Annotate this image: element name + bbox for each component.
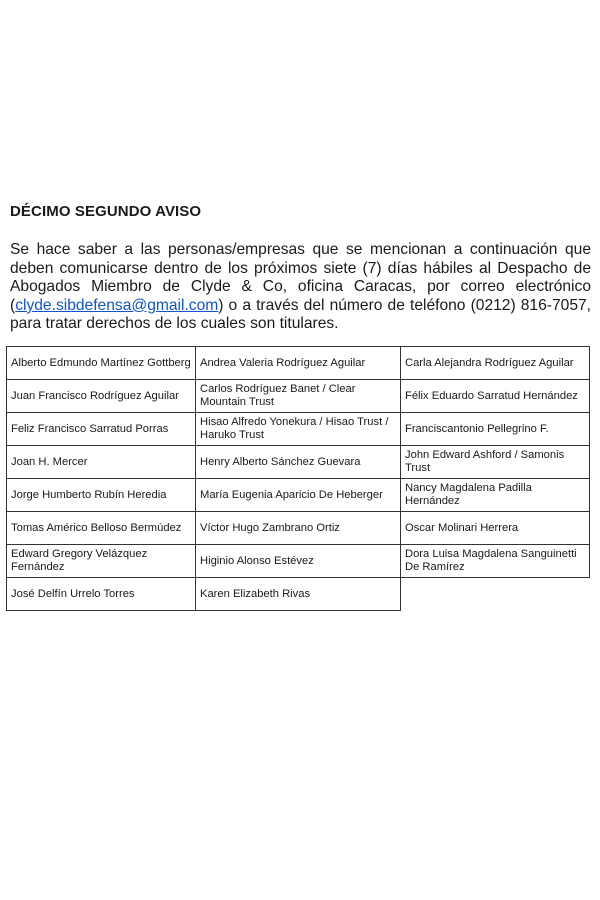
- table-cell: Nancy Magdalena Padilla Hernández: [401, 479, 590, 512]
- table-row: [7, 479, 590, 512]
- table-cell: Feliz Francisco Sarratud Porras: [7, 413, 196, 446]
- table-cell: María Eugenia Aparicio De Heberger: [196, 479, 401, 512]
- notice-body-before: Se hace saber a las personas/empresas que se mencionan a continuación que deben comunicarse dentro de los próximos siete (7) días hábiles al Despacho de Abogados Miembro de Clyde & Co, oficina Caracas, por correo electrónico (: [10, 241, 591, 314]
- notice-body-after: ) o a través del número de teléfono (0212) 816-7057, para tratar derechos de los cuales son titulares.: [10, 296, 591, 333]
- table-cell: Víctor Hugo Zambrano Ortiz: [196, 512, 401, 545]
- table-row: [7, 512, 590, 545]
- table-cell: Félix Eduardo Sarratud Hernández: [401, 380, 590, 413]
- table-cell: John Edward Ashford / Samonis Trust: [401, 446, 590, 479]
- table-cell: Franciscantonio Pellegrino F.: [401, 413, 590, 446]
- table-cell: Higinio Alonso Estévez: [196, 545, 401, 578]
- table-cell: Joan H. Mercer: [7, 446, 196, 479]
- table-cell: Edward Gregory Velázquez Fernández: [7, 545, 196, 578]
- notice: [10, 203, 591, 334]
- table-cell: Andrea Valeria Rodríguez Aguilar: [196, 347, 401, 380]
- table-cell: Juan Francisco Rodríguez Aguilar: [7, 380, 196, 413]
- table-row: [7, 380, 590, 413]
- table-row: [7, 545, 590, 578]
- table-cell: Dora Luisa Magdalena Sanguinetti De Ramírez: [401, 545, 590, 578]
- names-table: [6, 346, 590, 611]
- notice-title: DÉCIMO SEGUNDO AVISO: [10, 203, 202, 220]
- table-cell: Oscar Molinari Herrera: [401, 512, 590, 545]
- table-cell: Jorge Humberto Rubín Heredia: [7, 479, 196, 512]
- table-cell: Karen Elizabeth Rivas: [196, 578, 401, 611]
- table-cell: Tomas Américo Belloso Bermúdez: [7, 512, 196, 545]
- table-row: [7, 347, 590, 380]
- table-cell-empty: [401, 578, 590, 611]
- table-cell: Alberto Edmundo Martínez Gottberg: [7, 347, 196, 380]
- table-row: [7, 578, 590, 611]
- table-row: [7, 446, 590, 479]
- table-row: [7, 413, 590, 446]
- table-cell: Henry Alberto Sánchez Guevara: [196, 446, 401, 479]
- table-cell: Carlos Rodríguez Banet / Clear Mountain Trust: [196, 380, 401, 413]
- table-cell: Carla Alejandra Rodríguez Aguilar: [401, 347, 590, 380]
- notice-body: [10, 241, 591, 334]
- table-cell: José Delfín Urrelo Torres: [7, 578, 196, 611]
- email-link[interactable]: clyde.sibdefensa@gmail.com: [15, 296, 219, 314]
- table-cell: Hisao Alfredo Yonekura / Hisao Trust / Haruko Trust: [196, 413, 401, 446]
